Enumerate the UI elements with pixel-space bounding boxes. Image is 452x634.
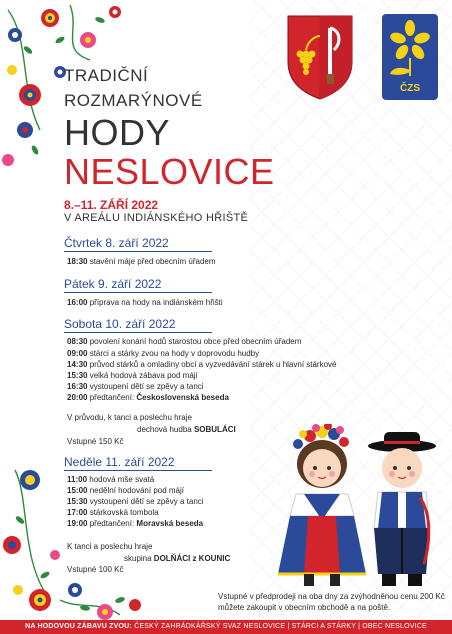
event-row: 17:00 stárkovská tombola xyxy=(67,508,159,517)
day-heading-sunday: Neděle 11. září 2022 xyxy=(64,455,175,469)
czs-logo-text: ČZS xyxy=(400,83,420,94)
event-row: 08:30 povolení konání hodů starostou obce před obecním úřadem xyxy=(67,337,302,346)
event-row: 11:00 hodová mše svatá xyxy=(67,475,155,484)
day-heading-saturday: Sobota 10. září 2022 xyxy=(64,317,176,331)
day-heading-thursday: Čtvrtek 8. září 2022 xyxy=(64,236,169,250)
event-row: 14:30 průvod stárků a omladiny obcí a vyzvedávání stárek u hlavní stárkové xyxy=(67,360,337,369)
divider xyxy=(64,251,212,252)
divider xyxy=(64,292,212,293)
title-line-3: HODY xyxy=(64,112,171,153)
entry-fee: Vstupné 100 Kč xyxy=(67,565,124,574)
footer-bar xyxy=(0,620,452,634)
presale-note-line-1: Vstupné v předprodeji na oba dny za zvýhodněnou cenu 200 Kč xyxy=(218,592,445,601)
divider xyxy=(64,332,212,333)
event-row: 19:00 předtančení: Moravská beseda xyxy=(67,519,204,528)
music-band: skupina DOLŇÁCI z KOUNIC xyxy=(124,554,231,563)
title-line-4: NESLOVICE xyxy=(64,151,275,192)
music-intro: K tanci a poslechu hraje xyxy=(67,542,153,551)
day-heading-friday: Pátek 9. září 2022 xyxy=(64,277,162,291)
music-intro: V průvodu, k tanci a poslechu hraje xyxy=(67,413,192,422)
event-row: 09:00 stárci a stárky zvou na hody v doprovodu hudby xyxy=(67,349,260,358)
presale-note-line-2: můžete zakoupit v obecním obchodě a na poště. xyxy=(218,603,391,612)
footer-organizers: ČESKÝ ZAHRÁDKÁŘSKÝ SVAZ NESLOVICE | STÁRCI A STÁRKY | OBEC NESLOVICE xyxy=(131,623,427,630)
event-row: 15:00 nedělní hodování pod májí xyxy=(67,486,184,495)
boy-in-folk-costume xyxy=(368,432,436,586)
event-row: 16:30 vystoupení dětí se zpěvy a tanci xyxy=(67,382,204,391)
footer-lead: NA HODOVOU ZÁBAVU ZVOU: xyxy=(25,623,132,630)
divider xyxy=(64,470,212,471)
girl-in-folk-costume xyxy=(278,424,366,586)
event-row: 18:30 stavění máje před obecním úřadem xyxy=(67,257,216,266)
title-line-2: ROZMARÝNOVÉ xyxy=(64,91,203,110)
event-row: 16:00 příprava na hody na indiánském hřišti xyxy=(67,298,223,307)
music-band: dechová hudba SOBULÁCI xyxy=(137,425,236,434)
event-place: V AREÁLU INDIÁNSKÉHO HŘIŠTĚ xyxy=(64,212,249,224)
neslovice-coat-of-arms xyxy=(286,14,354,100)
event-row: 15:30 velká hodová zábava pod májí xyxy=(67,371,198,380)
title-line-1: TRADIČNÍ xyxy=(64,66,149,85)
entry-fee: Vstupné 150 Kč xyxy=(67,437,124,446)
event-row: 15:30 vystoupení dětí se zpěvy a tanci xyxy=(67,497,204,506)
event-row: 20:00 předtančení: Československá beseda xyxy=(67,393,229,402)
folk-couple-illustration xyxy=(270,424,450,590)
event-dates: 8.–11. ZÁŘÍ 2022 xyxy=(64,198,159,212)
